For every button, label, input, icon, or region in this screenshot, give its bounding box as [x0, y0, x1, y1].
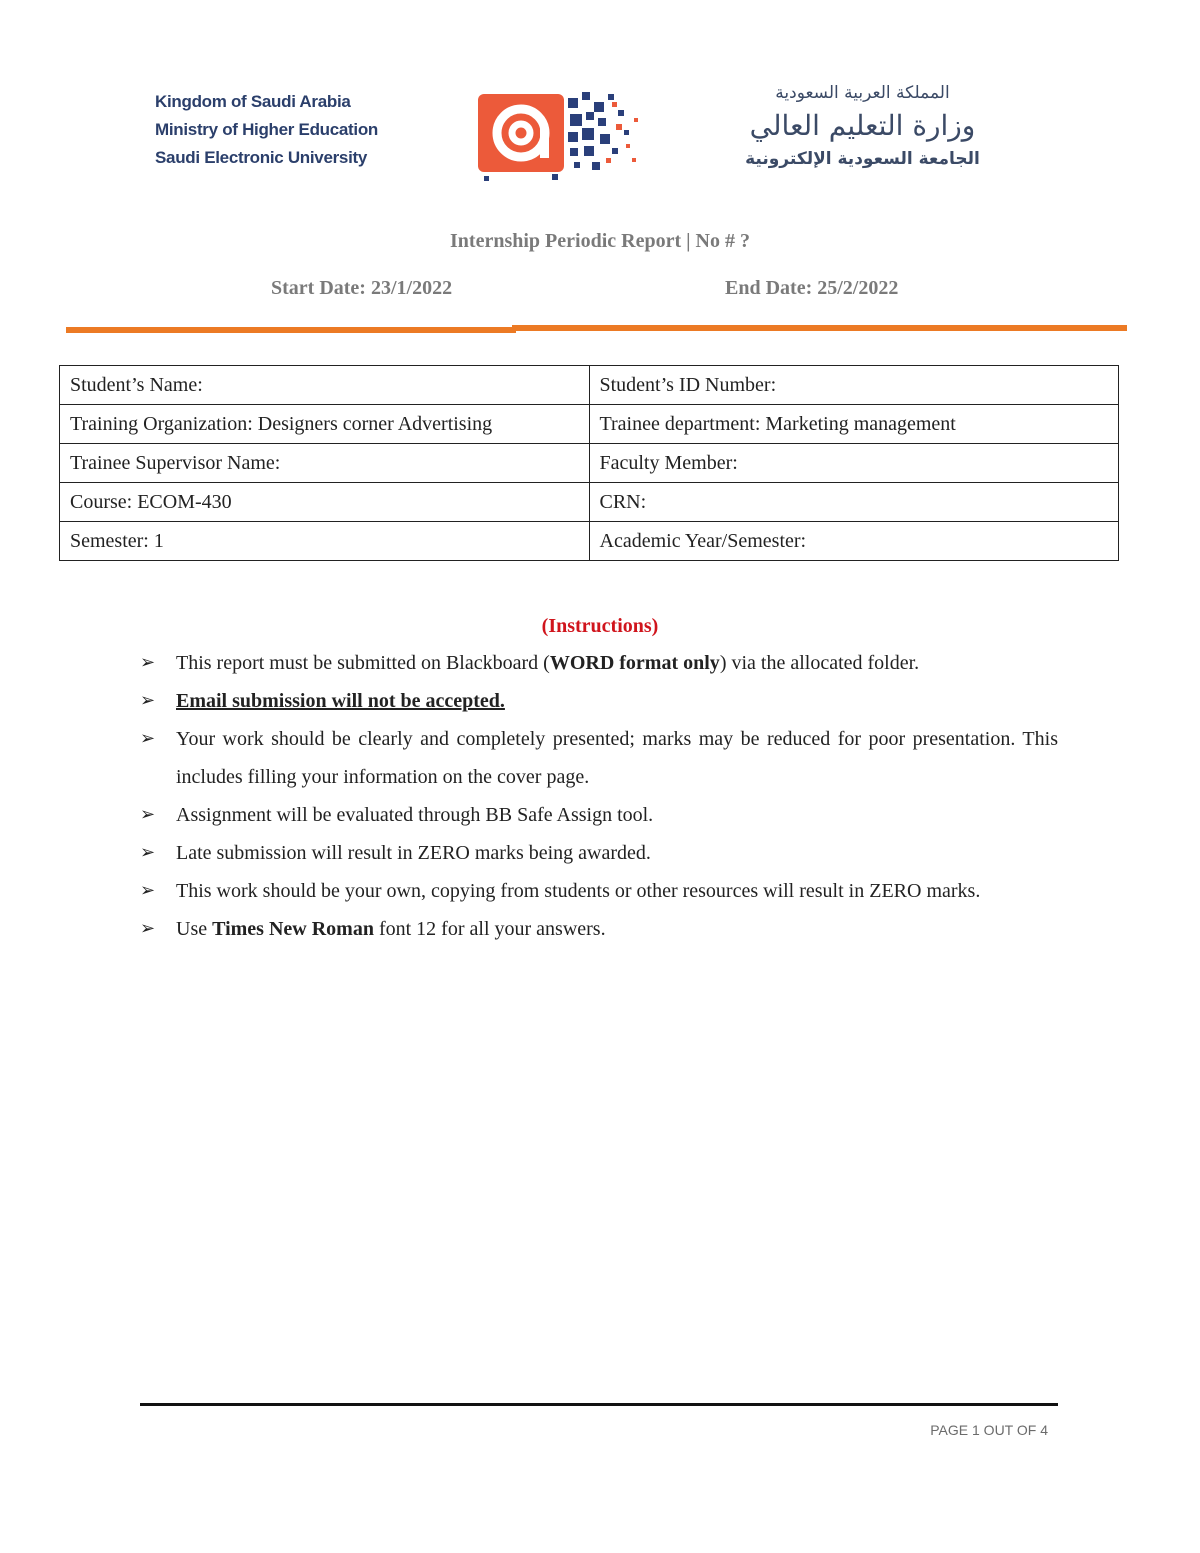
item-text: ) via the allocated folder.: [719, 652, 920, 674]
arrow-bullet-icon: ➢: [140, 918, 156, 939]
header-line-1: Kingdom of Saudi Arabia: [155, 92, 351, 111]
university-logo-icon: [474, 88, 654, 182]
instructions-title: (Instructions): [541, 615, 659, 637]
student-info-table: [59, 365, 1119, 561]
item-text: Your work should be clearly and completely presented; marks may be reduced for poor presentation. This includes filling your information on the cover page.: [176, 728, 1058, 788]
list-item: [140, 796, 1058, 834]
arabic-line-2: وزارة التعليم العالي: [749, 109, 976, 142]
arrow-bullet-icon: ➢: [140, 842, 156, 863]
item-text: This report must be submitted on Blackboard (: [176, 652, 550, 674]
table-row: [60, 405, 1119, 444]
arrow-bullet-icon: ➢: [140, 880, 156, 901]
table-row: [60, 366, 1119, 405]
header-line-2: Ministry of Higher Education: [155, 120, 379, 139]
list-item: [140, 834, 1058, 872]
report-title: Internship Periodic Report | No # ?: [450, 230, 750, 252]
item-text: font 12 for all your answers.: [373, 918, 606, 940]
table-row: [60, 483, 1119, 522]
item-emphasis: Times New Roman: [212, 918, 374, 940]
item-text: Late submission will result in ZERO marks being awarded.: [176, 842, 651, 864]
arabic-header: [745, 80, 980, 172]
arrow-bullet-icon: ➢: [140, 652, 156, 673]
header-divider-left: [66, 327, 516, 333]
instructions-list: [140, 644, 1058, 948]
header-divider-right: [512, 325, 1127, 331]
table-cell[interactable]: Training Organization: Designers corner Advertising: [60, 405, 590, 444]
page-number: PAGE 1 OUT OF 4: [930, 1422, 1048, 1438]
arabic-line-3: الجامعة السعودية الإلكترونية: [745, 149, 980, 169]
table-cell[interactable]: Course: ECOM-430: [60, 483, 590, 522]
table-cell[interactable]: Semester: 1: [60, 522, 590, 561]
list-item: [140, 682, 1058, 720]
item-emphasis: Email submission will not be accepted.: [176, 690, 505, 712]
table-cell[interactable]: Trainee department: Marketing management: [589, 405, 1119, 444]
list-item: [140, 644, 1058, 682]
footer-divider: [140, 1403, 1058, 1406]
item-text: This work should be your own, copying from students or other resources will result in ZERO marks.: [176, 880, 981, 902]
table-cell[interactable]: Academic Year/Semester:: [589, 522, 1119, 561]
table-cell[interactable]: CRN:: [589, 483, 1119, 522]
start-date: Start Date: 23/1/2022: [271, 277, 453, 299]
table-row: [60, 444, 1119, 483]
table-cell[interactable]: Student’s ID Number:: [589, 366, 1119, 405]
english-header: [155, 88, 385, 172]
list-item: [140, 910, 1058, 948]
list-item: [140, 720, 1058, 796]
arrow-bullet-icon: ➢: [140, 804, 156, 825]
arrow-bullet-icon: ➢: [140, 690, 156, 711]
table-cell[interactable]: Faculty Member:: [589, 444, 1119, 483]
table-row: [60, 522, 1119, 561]
item-text: Assignment will be evaluated through BB Safe Assign tool.: [176, 804, 654, 826]
table-cell[interactable]: Student’s Name:: [60, 366, 590, 405]
table-cell[interactable]: Trainee Supervisor Name:: [60, 444, 590, 483]
list-item: [140, 872, 1058, 910]
header-line-3: Saudi Electronic University: [155, 148, 368, 167]
item-text: Use: [176, 918, 213, 940]
arrow-bullet-icon: ➢: [140, 728, 156, 749]
arabic-line-1: المملكة العربية السعودية: [775, 83, 950, 103]
end-date: End Date: 25/2/2022: [725, 277, 899, 299]
item-emphasis: WORD format only: [549, 652, 720, 674]
